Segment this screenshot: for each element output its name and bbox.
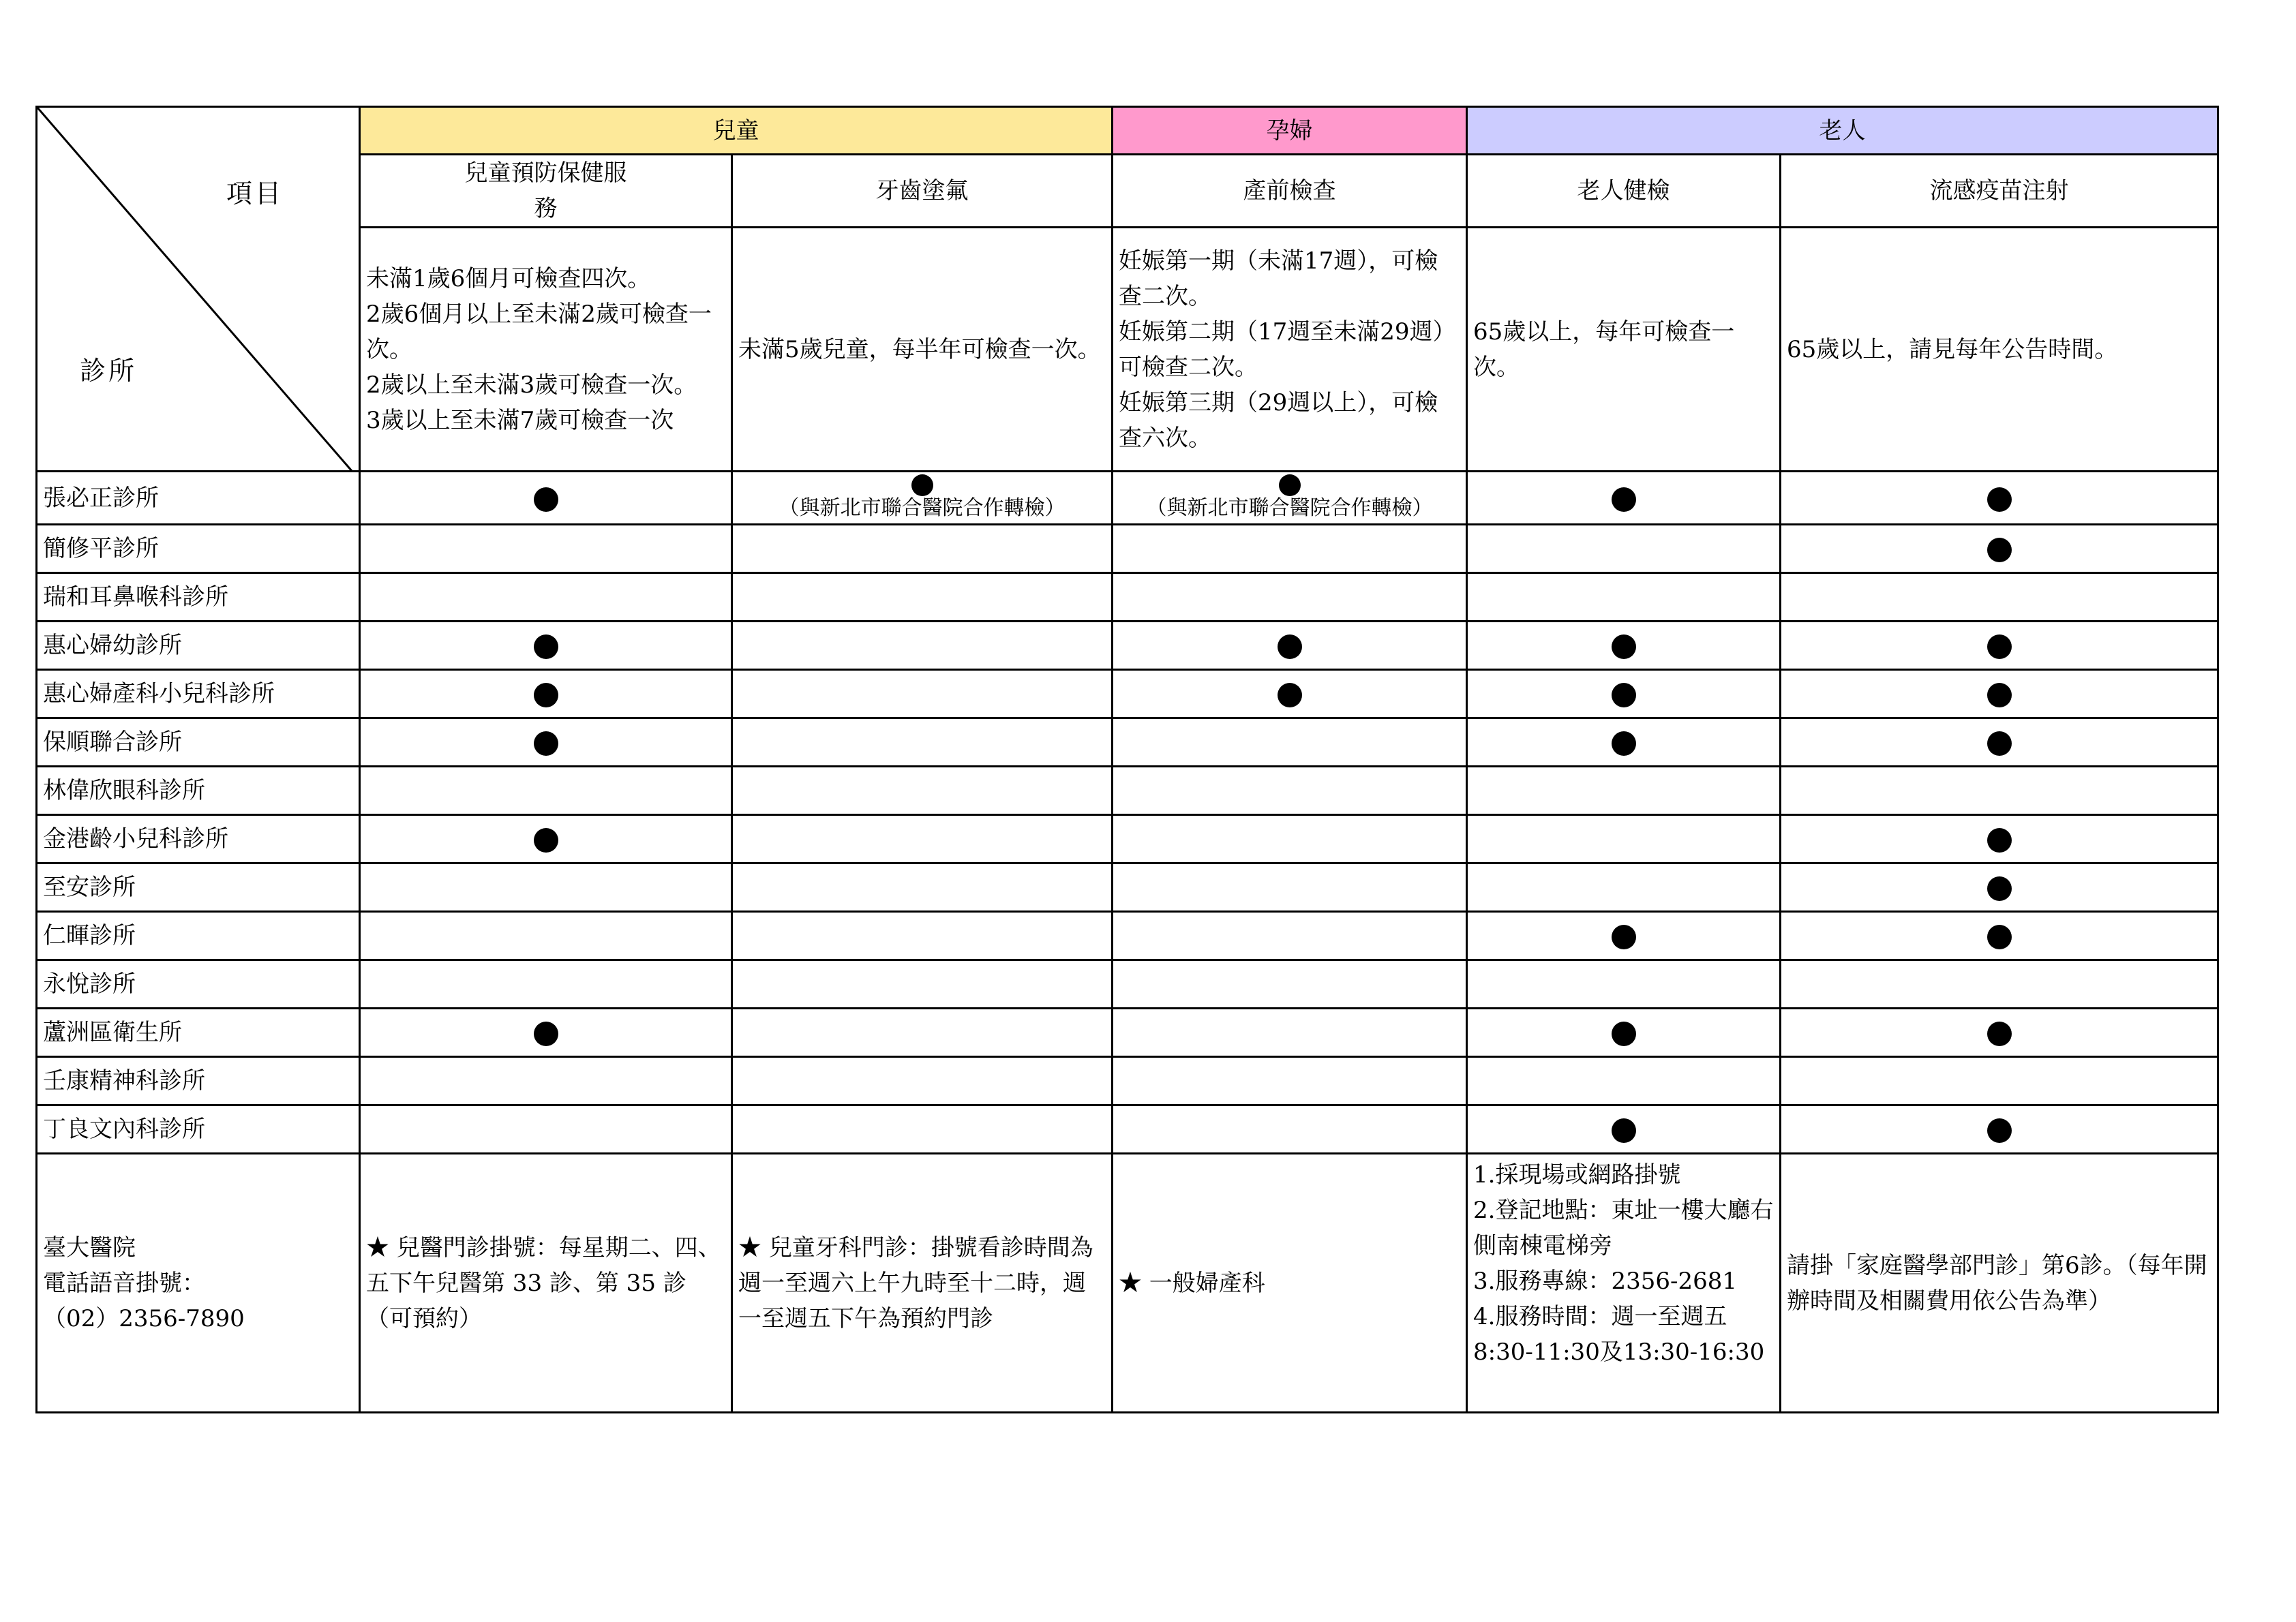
service-cell-prenatal [1113, 863, 1467, 912]
desc-child-care-line: 3歲以上至未滿7歲可檢查一次 [366, 406, 674, 434]
service-cell-flu [1781, 670, 2218, 718]
clinic-row [37, 912, 2218, 960]
service-cell-child-care [360, 960, 732, 1009]
clinic-row [37, 670, 2218, 718]
service-cell-flu [1781, 960, 2218, 1009]
service-cell-fluoride [732, 472, 1113, 525]
available-mark [1987, 487, 2012, 512]
service-cell-flu [1781, 573, 2218, 622]
service-cell-elderly-check [1467, 863, 1781, 912]
clinic-name: 瑞和耳鼻喉科診所 [37, 573, 360, 622]
desc-prenatal [1113, 228, 1467, 472]
service-cell-child-care [360, 863, 732, 912]
service-cell-prenatal [1113, 767, 1467, 815]
service-cell-prenatal [1113, 670, 1467, 718]
clinic-name: 壬康精神科診所 [37, 1057, 360, 1105]
available-mark [1612, 1022, 1636, 1046]
hospital-elderly-check-line: 1.採現場或網路掛號 [1473, 1161, 1681, 1189]
available-mark [1278, 683, 1302, 707]
referral-note: （與新北市聯合醫院合作轉檢） [779, 496, 1066, 520]
corner-diagonal [37, 108, 360, 472]
service-cell-child-care [360, 815, 732, 863]
available-mark [1612, 683, 1636, 707]
desc-prenatal-line: 妊娠第二期（17週至未滿29週）可檢查二次。 [1119, 318, 1456, 381]
clinic-row [37, 1057, 2218, 1105]
referral-note: （與新北市聯合醫院合作轉檢） [1146, 496, 1433, 520]
service-cell-child-care [360, 670, 732, 718]
service-cell-child-care [360, 912, 732, 960]
service-cell-fluoride [732, 718, 1113, 767]
service-cell-elderly-check [1467, 525, 1781, 573]
service-elderly-check-header: 老人健檢 [1467, 155, 1781, 228]
service-cell-prenatal [1113, 960, 1467, 1009]
available-mark [1278, 634, 1302, 659]
hospital-elderly-check-line: 3.服務專線：2356-2681 [1473, 1268, 1737, 1295]
clinic-name: 至安診所 [37, 863, 360, 912]
service-cell-child-care [360, 718, 732, 767]
available-mark [1987, 538, 2012, 562]
service-cell-prenatal [1113, 622, 1467, 670]
service-cell-prenatal [1113, 815, 1467, 863]
available-mark [534, 634, 558, 659]
service-cell-prenatal [1113, 573, 1467, 622]
service-cell-child-care [360, 1105, 732, 1154]
clinic-name: 金港齡小兒科診所 [37, 815, 360, 863]
available-mark [1987, 634, 2012, 659]
hospital-elderly-check-line: 4.服務時間：週一至週五8:30-11:30及13:30-16:30 [1473, 1303, 1765, 1366]
clinic-name: 仁暉診所 [37, 912, 360, 960]
available-mark [1987, 876, 2012, 901]
hospital-info-line: 臺大醫院 [43, 1234, 136, 1261]
service-cell-fluoride [732, 622, 1113, 670]
service-cell-fluoride [732, 912, 1113, 960]
service-flu-header: 流感疫苗注射 [1781, 155, 2218, 228]
clinic-name: 蘆洲區衛生所 [37, 1009, 360, 1057]
service-cell-flu [1781, 767, 2218, 815]
service-cell-child-care [360, 573, 732, 622]
desc-child-care [360, 228, 732, 472]
hospital-prenatal: ★ 一般婦產科 [1113, 1154, 1467, 1413]
available-mark [1612, 487, 1636, 512]
clinic-name: 永悅診所 [37, 960, 360, 1009]
service-cell-flu [1781, 1009, 2218, 1057]
group-elderly-header: 老人 [1467, 107, 2218, 155]
service-cell-flu [1781, 525, 2218, 573]
service-cell-child-care [360, 525, 732, 573]
clinic-row [37, 863, 2218, 912]
clinic-name: 惠心婦產科小兒科診所 [37, 670, 360, 718]
service-cell-prenatal [1113, 1105, 1467, 1154]
service-cell-prenatal [1113, 472, 1467, 525]
service-prenatal-header: 產前檢查 [1113, 155, 1467, 228]
service-cell-fluoride [732, 815, 1113, 863]
desc-prenatal-line: 妊娠第一期（未滿17週），可檢查二次。 [1119, 247, 1438, 310]
available-mark [1612, 634, 1636, 659]
service-cell-child-care [360, 622, 732, 670]
available-mark [1987, 925, 2012, 949]
service-cell-fluoride [732, 960, 1113, 1009]
clinic-name: 保順聯合診所 [37, 718, 360, 767]
available-mark [1987, 683, 2012, 707]
desc-fluoride: 未滿5歲兒童，每半年可檢查一次。 [732, 228, 1113, 472]
service-cell-fluoride [732, 1105, 1113, 1154]
desc-flu: 65歲以上，請見每年公告時間。 [1781, 228, 2218, 472]
clinic-row [37, 622, 2218, 670]
available-mark [1612, 1118, 1636, 1143]
service-cell-fluoride [732, 670, 1113, 718]
clinic-row [37, 718, 2218, 767]
service-cell-prenatal [1113, 912, 1467, 960]
service-cell-flu [1781, 622, 2218, 670]
service-cell-fluoride [732, 525, 1113, 573]
clinic-row [37, 472, 2218, 525]
hospital-fluoride: ★ 兒童牙科門診：掛號看診時間為週一至週六上午九時至十二時，週一至週五下午為預約門診 [732, 1154, 1113, 1413]
clinic-row [37, 815, 2218, 863]
service-cell-flu [1781, 472, 2218, 525]
service-cell-elderly-check [1467, 472, 1781, 525]
service-child-care-header: 兒童預防保健服務 [360, 155, 732, 228]
hospital-row [37, 1154, 2218, 1413]
clinic-name: 張必正診所 [37, 472, 360, 525]
desc-child-care-line: 未滿1歲6個月可檢查四次。 [366, 264, 651, 292]
available-mark [534, 487, 558, 512]
hospital-child-care: ★ 兒醫門診掛號：每星期二、四、五下午兒醫第 33 診、第 35 診（可預約） [360, 1154, 732, 1413]
service-cell-flu [1781, 815, 2218, 863]
service-cell-elderly-check [1467, 1105, 1781, 1154]
clinic-name: 林偉欣眼科診所 [37, 767, 360, 815]
service-cell-elderly-check [1467, 912, 1781, 960]
service-cell-flu [1781, 1105, 2218, 1154]
group-child-header: 兒童 [360, 107, 1113, 155]
corner-header [37, 107, 360, 472]
hospital-elderly-check-line: 2.登記地點：東址一樓大廳右側南棟電梯旁 [1473, 1197, 1774, 1259]
service-cell-flu [1781, 718, 2218, 767]
corner-item-label: 項目 [226, 179, 284, 209]
available-mark [911, 474, 933, 496]
service-cell-elderly-check [1467, 815, 1781, 863]
clinic-row [37, 1105, 2218, 1154]
clinic-row [37, 960, 2218, 1009]
service-cell-fluoride [732, 1057, 1113, 1105]
service-cell-fluoride [732, 1009, 1113, 1057]
service-cell-elderly-check [1467, 622, 1781, 670]
service-cell-elderly-check [1467, 718, 1781, 767]
clinic-service-table [35, 106, 2219, 1413]
desc-child-care-line: 2歲以上至未滿3歲可檢查一次。 [366, 371, 697, 399]
hospital-info [37, 1154, 360, 1413]
service-cell-child-care [360, 472, 732, 525]
available-mark [534, 731, 558, 756]
clinic-name: 簡修平診所 [37, 525, 360, 573]
service-cell-fluoride [732, 573, 1113, 622]
desc-prenatal-line: 妊娠第三期（29週以上），可檢查六次。 [1119, 388, 1438, 452]
service-cell-flu [1781, 1057, 2218, 1105]
available-mark [1987, 1022, 2012, 1046]
available-mark [1612, 925, 1636, 949]
service-cell-elderly-check [1467, 960, 1781, 1009]
desc-child-care-line: 2歲6個月以上至未滿2歲可檢查一次。 [366, 300, 712, 363]
service-cell-fluoride [732, 767, 1113, 815]
hospital-flu: 請掛「家庭醫學部門診」第6診。（每年開辦時間及相關費用依公告為準） [1781, 1154, 2218, 1413]
service-cell-elderly-check [1467, 1009, 1781, 1057]
hospital-elderly-check [1467, 1154, 1781, 1413]
desc-elderly-check: 65歲以上，每年可檢查一次。 [1467, 228, 1781, 472]
service-cell-flu [1781, 863, 2218, 912]
group-pregnant-header: 孕婦 [1113, 107, 1467, 155]
service-cell-elderly-check [1467, 767, 1781, 815]
available-mark [1612, 731, 1636, 756]
service-cell-prenatal [1113, 1057, 1467, 1105]
available-mark [1987, 1118, 2012, 1143]
hospital-info-line: （02）2356-7890 [43, 1304, 245, 1332]
clinic-row [37, 1009, 2218, 1057]
available-mark [1987, 731, 2012, 756]
service-cell-child-care [360, 1057, 732, 1105]
hospital-info-line: 電話語音掛號： [43, 1269, 205, 1297]
available-mark [1279, 474, 1301, 496]
service-fluoride-header: 牙齒塗氟 [732, 155, 1113, 228]
clinic-name: 丁良文內科診所 [37, 1105, 360, 1154]
available-mark [534, 1022, 558, 1046]
service-cell-prenatal [1113, 718, 1467, 767]
service-cell-child-care [360, 1009, 732, 1057]
service-cell-prenatal [1113, 525, 1467, 573]
service-cell-elderly-check [1467, 670, 1781, 718]
service-cell-flu [1781, 912, 2218, 960]
corner-clinic-label: 診所 [80, 356, 138, 386]
available-mark [1987, 828, 2012, 853]
clinic-row [37, 525, 2218, 573]
service-cell-child-care [360, 767, 732, 815]
service-cell-prenatal [1113, 1009, 1467, 1057]
service-cell-elderly-check [1467, 1057, 1781, 1105]
service-cell-elderly-check [1467, 573, 1781, 622]
clinic-row [37, 767, 2218, 815]
clinic-name: 惠心婦幼診所 [37, 622, 360, 670]
clinic-row [37, 573, 2218, 622]
service-cell-fluoride [732, 863, 1113, 912]
available-mark [534, 828, 558, 853]
available-mark [534, 683, 558, 707]
